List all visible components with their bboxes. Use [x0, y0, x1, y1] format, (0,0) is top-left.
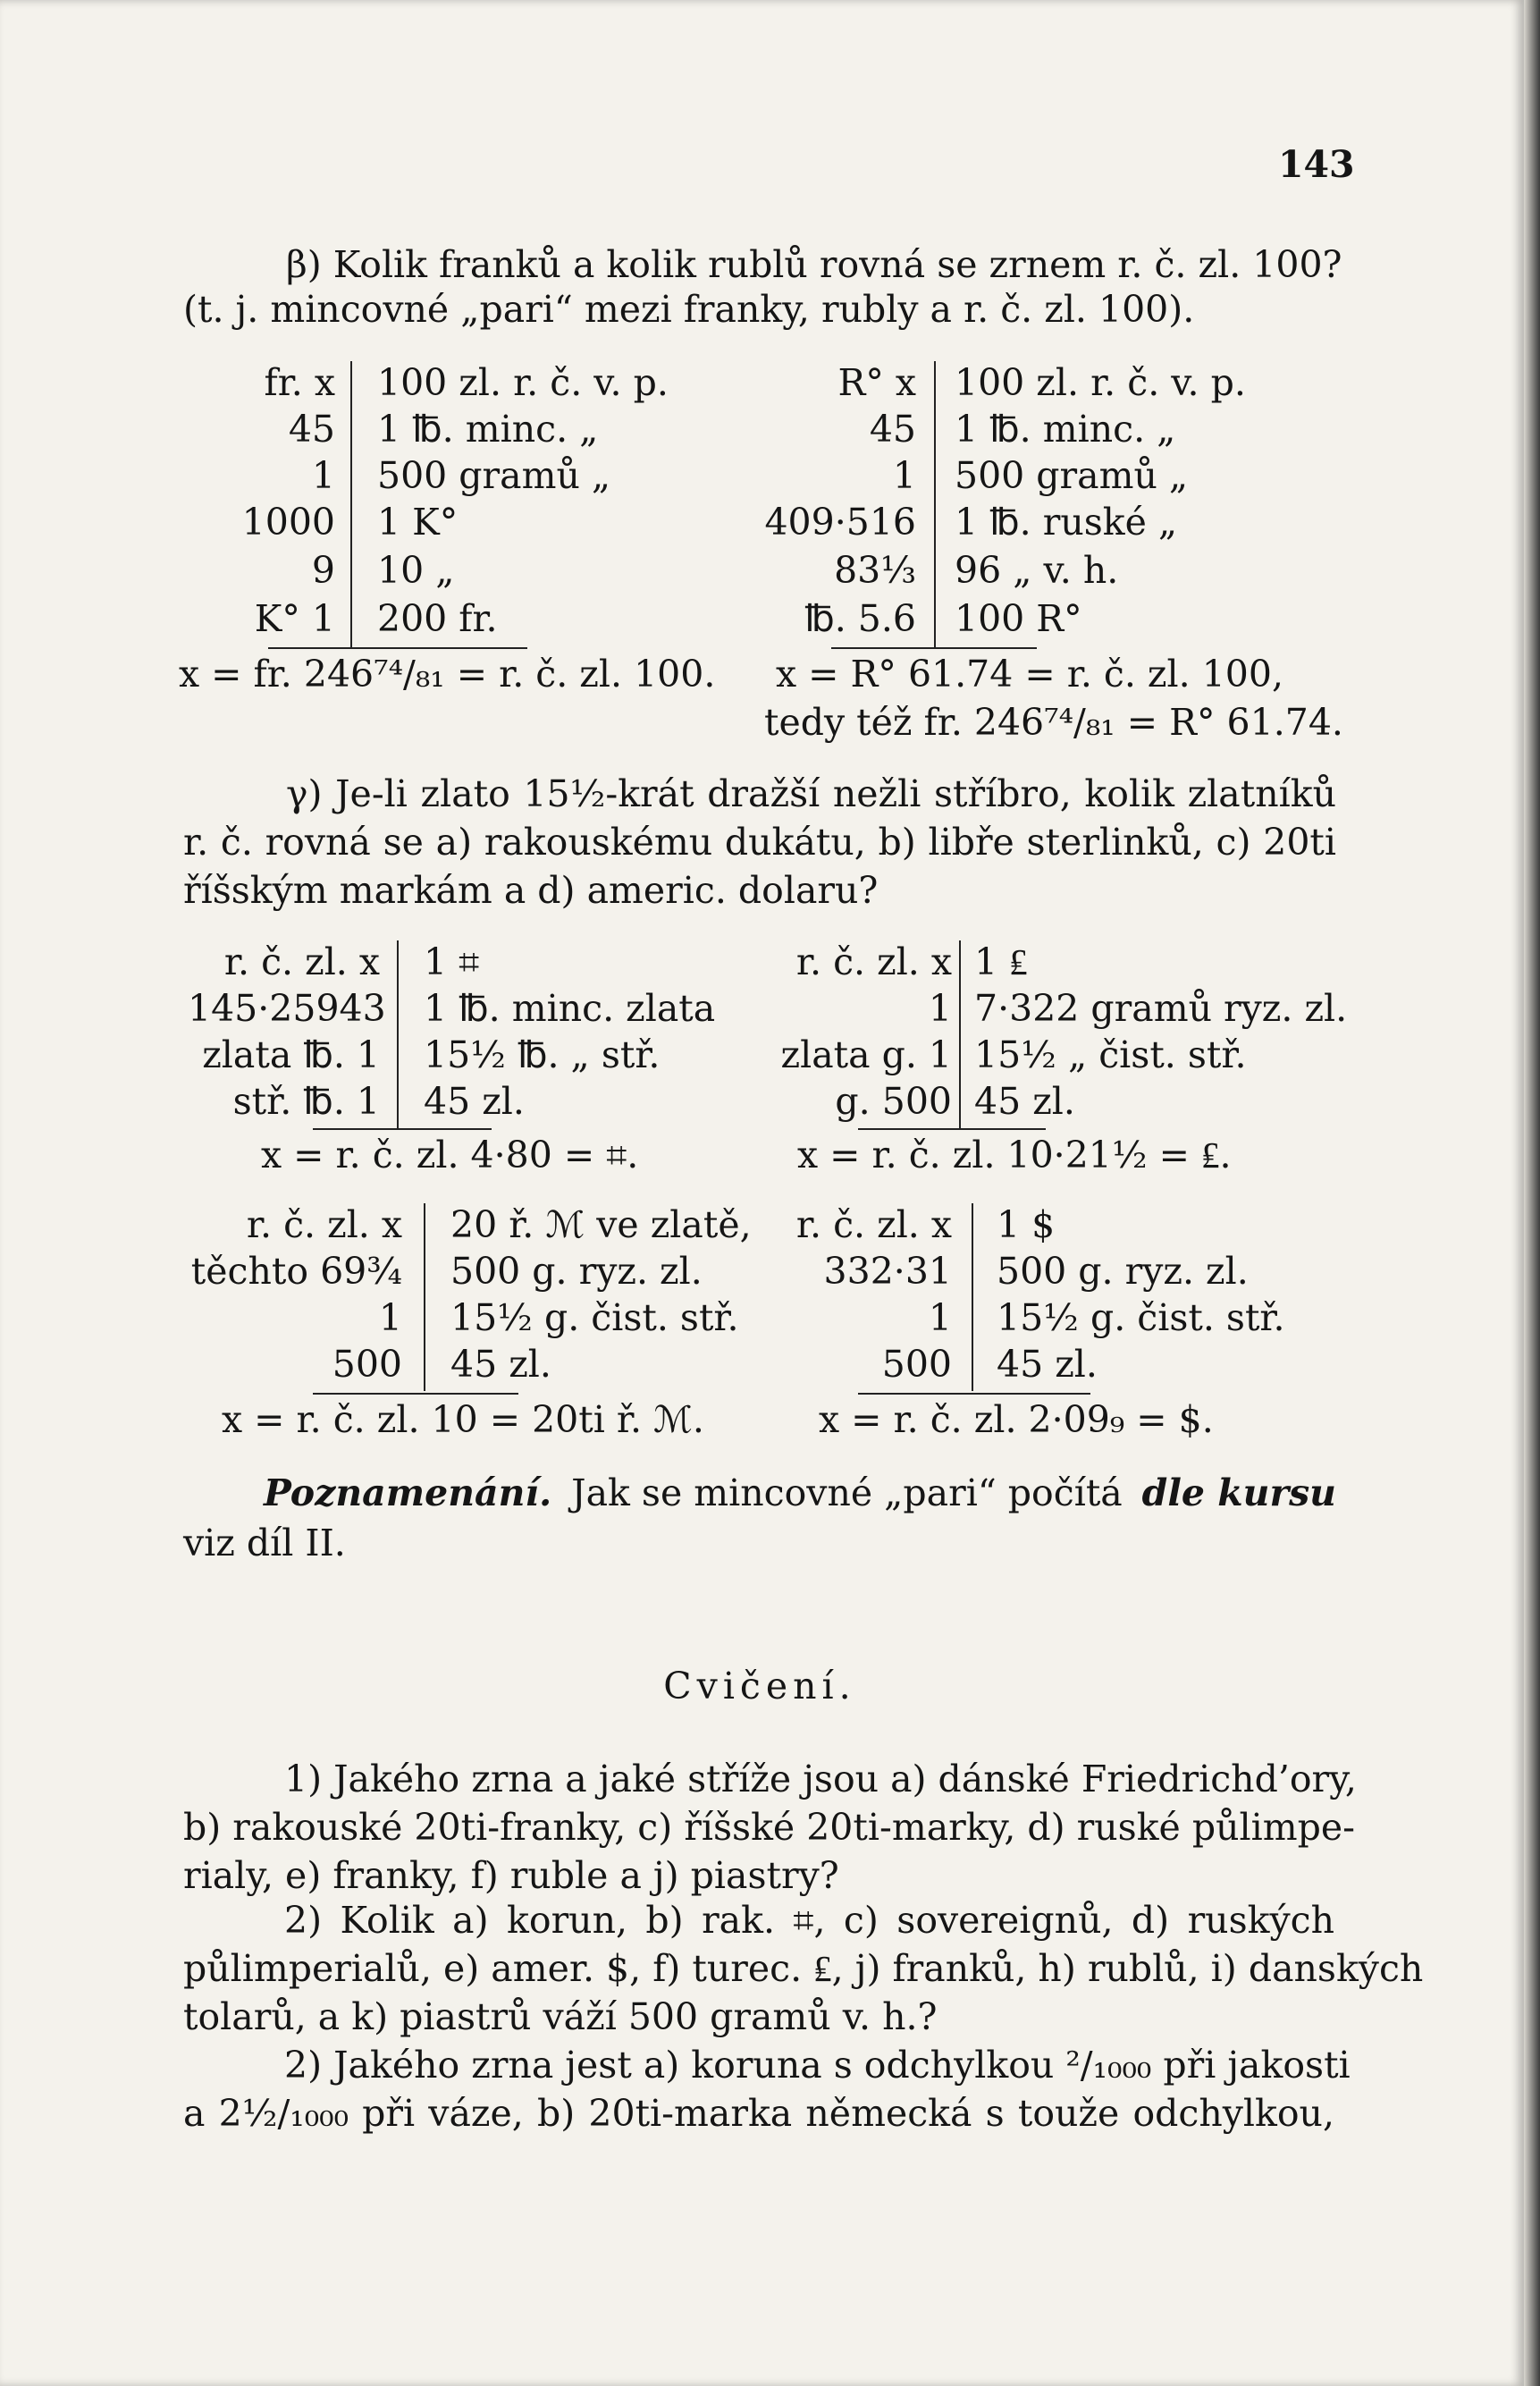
- gamma-t1-rhs-0: 1 ⌗: [424, 940, 480, 983]
- beta-left-lhs-3: 1000: [241, 501, 335, 544]
- gamma-t1-lhs-1: 145·25943: [188, 987, 386, 1030]
- gamma-t3-lhs-3: 500: [332, 1343, 402, 1386]
- gamma-question-line-2: r. č. rovná se a) rakouskému dukátu, b) libře sterlinků, c) 20ti: [183, 821, 1336, 864]
- beta-left-rhs-4: 10 „: [377, 549, 455, 592]
- note-label: Poznamenání.: [264, 1471, 552, 1514]
- gamma-t1-lhs-0: r. č. zl. x: [223, 940, 380, 983]
- beta-left-rhs-5: 200 fr.: [377, 597, 498, 640]
- gamma-t4-lhs-1: 332·31: [823, 1250, 952, 1293]
- exercise-line-3: rialy, e) franky, f) ruble a j) piastry?: [183, 1854, 839, 1897]
- beta-left-lhs-4: 9: [311, 549, 335, 592]
- note-italic-text: dle kursu: [1141, 1471, 1336, 1514]
- gamma-t4-rhs-1: 500 g. ryz. zl.: [997, 1250, 1249, 1293]
- gamma-t2-result: x = r. č. zl. 10·21½ = ₤.: [797, 1134, 1232, 1176]
- exercise-line-5: půlimperialů, e) amer. $, f) turec. ₤, j) franků, h) rublů, i) danských: [183, 1947, 1424, 1990]
- gamma-t2-lhs-2: zlata g. 1: [780, 1033, 952, 1076]
- gamma-t3-lhs-0: r. č. zl. x: [246, 1203, 402, 1246]
- exercise-line-2: b) rakouské 20ti-franky, c) říšské 20ti-marky, d) ruské půlimpe-: [183, 1806, 1355, 1849]
- gamma-t2-rhs-0: 1 ₤: [974, 940, 1028, 983]
- gamma-t2-lhs-0: r. č. zl. x: [795, 940, 952, 983]
- beta-right-rhs-1: 1 ℔. minc. „: [955, 408, 1176, 451]
- gamma-question-line-1: γ) Je-li zlato 15½-krát dražší nežli stříbro, kolik zlatníků: [286, 772, 1336, 815]
- gamma-t3-lhs-2: 1: [378, 1296, 402, 1339]
- gamma-t4-rhs-2: 15½ g. čist. stř.: [997, 1296, 1285, 1339]
- beta-right-lhs-4: 83⅓: [834, 549, 916, 592]
- gamma-t1-rhs-1: 1 ℔. minc. zlata: [424, 987, 716, 1030]
- gamma-t3-rhs-2: 15½ g. čist. stř.: [450, 1296, 739, 1339]
- note-text: Jak se mincovné „pari“ počítá: [571, 1471, 1123, 1514]
- gamma-t1-result: x = r. č. zl. 4·80 = ⌗.: [261, 1134, 639, 1176]
- beta-left-lhs-2: 1: [311, 454, 335, 497]
- note-line-2: viz díl II.: [183, 1522, 346, 1564]
- beta-left-rhs-3: 1 K°: [377, 501, 459, 544]
- exercise-line-8: a 2½/₁₀₀₀ při váze, b) 20ti-marka německá s touže odchylkou,: [183, 2092, 1334, 2135]
- beta-right-lhs-1: 45: [869, 408, 916, 451]
- gamma-t2-lhs-1: 1: [928, 987, 952, 1030]
- gamma-t4-rhs-0: 1 $: [997, 1203, 1056, 1246]
- beta-right-rhs-3: 1 ℔. ruské „: [955, 501, 1178, 544]
- beta-right-lhs-0: R° x: [837, 361, 916, 404]
- beta-right-result-1: x = R° 61.74 = r. č. zl. 100,: [776, 653, 1283, 696]
- exercises-heading: Cvičení.: [663, 1665, 856, 1707]
- page-edge-shadow: [1524, 0, 1540, 2386]
- beta-right-rhs-2: 500 gramů „: [955, 454, 1189, 497]
- gamma-t3-rhs-1: 500 g. ryz. zl.: [450, 1250, 703, 1293]
- beta-question-line-2: (t. j. mincovné „pari“ mezi franky, rubly a r. č. zl. 100).: [183, 288, 1195, 331]
- beta-right-rhs-0: 100 zl. r. č. v. p.: [955, 361, 1246, 404]
- beta-left-result: x = fr. 246⁷⁴/₈₁ = r. č. zl. 100.: [179, 653, 716, 696]
- exercise-line-1: 1) Jakého zrna a jaké stříže jsou a) dánské Friedrichd’ory,: [284, 1758, 1357, 1800]
- gamma-t2-rhs-2: 15½ „ čist. stř.: [974, 1033, 1247, 1076]
- note-paragraph: [264, 1471, 1336, 1514]
- beta-right-rhs-4: 96 „ v. h.: [955, 549, 1119, 592]
- beta-right-lhs-2: 1: [892, 454, 916, 497]
- gamma-t3-rhs-0: 20 ř. ℳ ve zlatě,: [450, 1203, 752, 1246]
- gamma-t4-lhs-0: r. č. zl. x: [795, 1203, 952, 1246]
- gamma-t2-lhs-3: g. 500: [835, 1080, 952, 1123]
- gamma-t2-rhs-1: 7·322 gramů ryz. zl.: [974, 987, 1348, 1030]
- gamma-t4-rhs-3: 45 zl.: [997, 1343, 1098, 1386]
- gamma-t3-lhs-1: těchto 69¾: [190, 1250, 402, 1293]
- beta-left-rhs-1: 1 ℔. minc. „: [377, 408, 599, 451]
- gamma-t3-rhs-3: 45 zl.: [450, 1343, 551, 1386]
- exercise-line-6: tolarů, a k) piastrů váží 500 gramů v. h.?: [183, 1995, 938, 2038]
- beta-right-result-2: tedy též fr. 246⁷⁴/₈₁ = R° 61.74.: [764, 701, 1343, 744]
- exercise-line-7: 2) Jakého zrna jest a) koruna s odchylkou ²/₁₀₀₀ při jakosti: [284, 2044, 1351, 2087]
- page-number: 143: [1278, 143, 1355, 186]
- gamma-question-line-3: říšským markám a d) americ. dolaru?: [183, 869, 879, 912]
- beta-left-lhs-1: 45: [288, 408, 335, 451]
- exercise-line-4: 2) Kolik a) korun, b) rak. ⌗, c) sovereignů, d) ruských: [284, 1899, 1334, 1942]
- gamma-t2-rhs-3: 45 zl.: [974, 1080, 1075, 1123]
- beta-right-lhs-3: 409·516: [764, 501, 916, 544]
- beta-right-rhs-5: 100 R°: [955, 597, 1082, 640]
- gamma-t4-lhs-2: 1: [928, 1296, 952, 1339]
- gamma-t1-lhs-3: stř. ℔. 1: [232, 1080, 380, 1123]
- gamma-t1-lhs-2: zlata ℔. 1: [202, 1033, 380, 1076]
- beta-left-rhs-2: 500 gramů „: [377, 454, 611, 497]
- beta-question-line-1: β) Kolik franků a kolik rublů rovná se zrnem r. č. zl. 100?: [286, 243, 1342, 286]
- gamma-t3-result: x = r. č. zl. 10 = 20ti ř. ℳ.: [222, 1398, 704, 1441]
- beta-right-lhs-5: ℔. 5.6: [804, 597, 916, 640]
- gamma-t4-lhs-3: 500: [881, 1343, 952, 1386]
- gamma-t1-rhs-2: 15½ ℔. „ stř.: [424, 1033, 661, 1076]
- beta-left-lhs-5: K° 1: [254, 597, 335, 640]
- gamma-t1-rhs-3: 45 zl.: [424, 1080, 525, 1123]
- gamma-t4-result: x = r. č. zl. 2·09₉ = $.: [819, 1398, 1214, 1441]
- beta-left-rhs-0: 100 zl. r. č. v. p.: [377, 361, 669, 404]
- beta-left-lhs-0: fr. x: [264, 361, 335, 404]
